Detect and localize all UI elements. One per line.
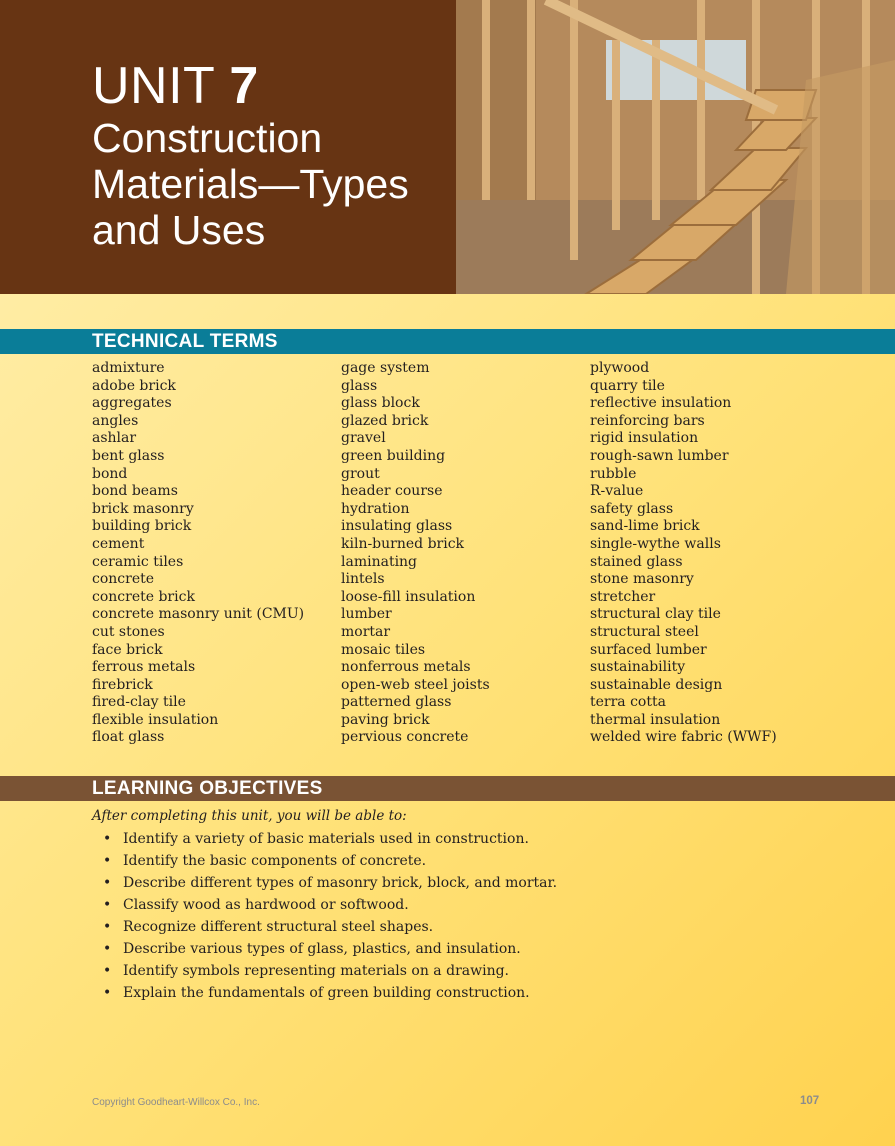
technical-term: adobe brick <box>92 377 176 394</box>
technical-term: quarry tile <box>590 377 665 394</box>
objective-item <box>92 938 557 960</box>
technical-terms-bar <box>0 329 895 354</box>
technical-term: header course <box>341 483 443 500</box>
technical-term: safety glass <box>590 500 674 517</box>
unit-title <box>92 115 442 253</box>
technical-term: sustainability <box>590 659 686 676</box>
technical-term: lintels <box>341 571 385 588</box>
technical-term: sand-lime brick <box>590 518 700 535</box>
objective-text: Describe various types of glass, plastics, and insulation. <box>123 941 521 957</box>
technical-term: thermal insulation <box>590 711 721 728</box>
technical-term: rubble <box>590 465 637 482</box>
objective-item <box>92 894 557 916</box>
page-number: 107 <box>800 1095 820 1107</box>
technical-term: stone masonry <box>590 571 694 588</box>
technical-term: admixture <box>92 360 165 376</box>
technical-term: structural clay tile <box>590 606 721 623</box>
technical-term: gage system <box>341 360 430 376</box>
technical-term: glass block <box>341 395 420 412</box>
unit-number: 7 <box>229 57 259 115</box>
title-line: Materials—Types <box>92 161 409 207</box>
bullet-icon: • <box>103 875 112 891</box>
technical-term: plywood <box>590 360 650 376</box>
objective-item <box>92 960 557 982</box>
technical-term: stained glass <box>590 553 683 570</box>
technical-term: concrete masonry unit (CMU) <box>92 606 305 623</box>
technical-term: structural steel <box>590 623 699 640</box>
technical-term: insulating glass <box>341 518 453 535</box>
learning-objectives-heading: LEARNING OBJECTIVES <box>92 778 323 799</box>
objective-text: Recognize different structural steel shapes. <box>123 919 434 935</box>
bullet-icon: • <box>103 963 112 979</box>
technical-term: angles <box>92 412 139 429</box>
terms-column-1 <box>92 360 304 747</box>
technical-term: brick masonry <box>92 500 194 517</box>
technical-term: concrete brick <box>92 588 195 605</box>
technical-term: float glass <box>92 729 165 746</box>
technical-term: mortar <box>341 623 391 640</box>
technical-term: reinforcing bars <box>590 412 705 429</box>
technical-term: laminating <box>341 553 418 570</box>
learning-objectives-bar <box>0 776 895 801</box>
unit-word: UNIT <box>92 57 215 115</box>
title-line: and Uses <box>92 207 266 253</box>
technical-term: glazed brick <box>341 412 429 429</box>
technical-term: loose-fill insulation <box>341 588 476 605</box>
bullet-icon: • <box>103 853 112 869</box>
technical-term: lumber <box>341 606 392 623</box>
technical-term: surfaced lumber <box>590 641 707 658</box>
objective-text: Identify the basic components of concrete. <box>123 853 427 869</box>
technical-term: pervious concrete <box>341 729 469 746</box>
terms-column-3 <box>590 360 777 747</box>
technical-term: R-value <box>590 483 644 500</box>
technical-term: ashlar <box>92 430 137 447</box>
technical-term: bond <box>92 465 128 482</box>
technical-term: fired-clay tile <box>92 694 186 711</box>
objective-item <box>92 828 557 850</box>
unit-header <box>0 0 895 294</box>
title-block <box>0 0 456 294</box>
technical-term: aggregates <box>92 395 172 412</box>
technical-term: cut stones <box>92 623 165 640</box>
technical-term: grout <box>341 465 380 482</box>
technical-term: glass <box>341 377 378 394</box>
technical-term: flexible insulation <box>92 711 219 728</box>
objective-item <box>92 982 557 1004</box>
stair-framing-photo <box>456 0 895 294</box>
technical-term: green building <box>341 447 446 464</box>
bullet-icon: • <box>103 831 112 847</box>
technical-term: open-web steel joists <box>341 676 490 693</box>
technical-term: single-wythe walls <box>590 535 721 552</box>
objective-text: Identify a variety of basic materials used in construction. <box>123 831 529 847</box>
unit-label <box>92 58 259 114</box>
technical-term: rough-sawn lumber <box>590 447 729 464</box>
bullet-icon: • <box>103 897 112 913</box>
technical-term: concrete <box>92 571 155 588</box>
technical-term: hydration <box>341 500 410 517</box>
technical-term: ceramic tiles <box>92 553 184 570</box>
objective-item <box>92 850 557 872</box>
technical-term: building brick <box>92 518 192 535</box>
technical-term: gravel <box>341 430 386 447</box>
bullet-icon: • <box>103 985 112 1001</box>
technical-term: firebrick <box>92 676 153 693</box>
technical-term: terra cotta <box>590 694 666 711</box>
terms-column-2 <box>341 360 490 747</box>
technical-term: paving brick <box>341 711 430 728</box>
objective-text: Explain the fundamentals of green building construction. <box>123 985 530 1001</box>
objective-item <box>92 872 557 894</box>
bullet-icon: • <box>103 919 112 935</box>
copyright-notice: Copyright Goodheart-Willcox Co., Inc. <box>92 1097 260 1108</box>
objectives-list <box>92 828 557 1004</box>
objectives-intro: After completing this unit, you will be able to: <box>92 808 407 824</box>
technical-term: bent glass <box>92 447 165 464</box>
technical-term: mosaic tiles <box>341 641 426 658</box>
technical-term: face brick <box>92 641 163 658</box>
technical-terms-heading: TECHNICAL TERMS <box>92 331 278 352</box>
objective-text: Identify symbols representing materials on a drawing. <box>123 963 509 979</box>
title-line: Construction <box>92 115 323 161</box>
technical-term: ferrous metals <box>92 659 196 676</box>
technical-term: cement <box>92 535 145 552</box>
objective-item <box>92 916 557 938</box>
technical-term: bond beams <box>92 483 178 500</box>
technical-term: rigid insulation <box>590 430 699 447</box>
technical-term: sustainable design <box>590 676 723 693</box>
technical-term: stretcher <box>590 588 656 605</box>
technical-term: patterned glass <box>341 694 452 711</box>
technical-term: welded wire fabric (WWF) <box>590 729 777 746</box>
objective-text: Classify wood as hardwood or softwood. <box>123 897 409 913</box>
technical-term: nonferrous metals <box>341 659 471 676</box>
technical-term: reflective insulation <box>590 395 732 412</box>
objective-text: Describe different types of masonry brick, block, and mortar. <box>123 875 558 891</box>
bullet-icon: • <box>103 941 112 957</box>
technical-term: kiln-burned brick <box>341 535 465 552</box>
